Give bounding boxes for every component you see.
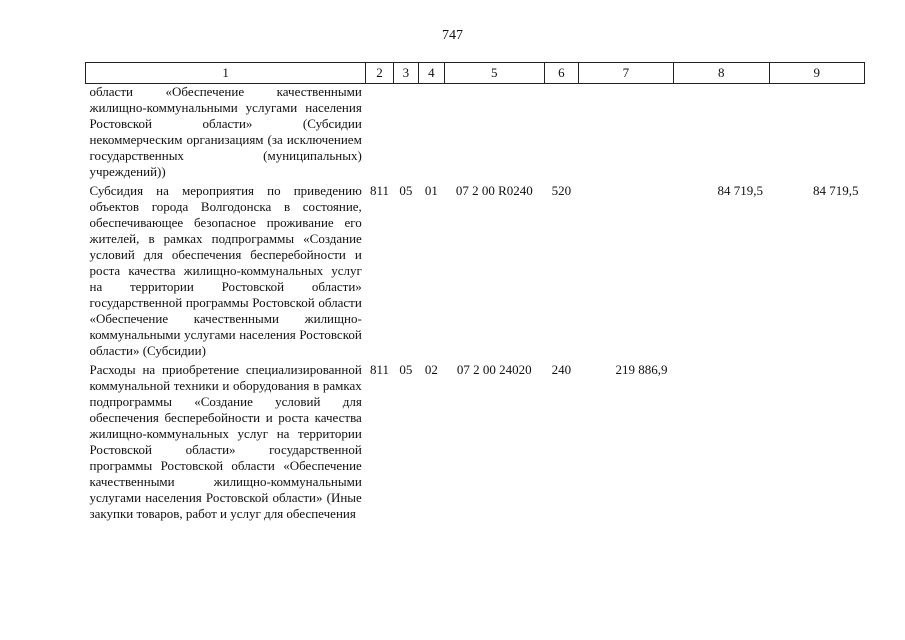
column-header-1: 1 [86, 63, 366, 84]
row-admin-code [366, 84, 393, 181]
row-amount-col7 [578, 84, 673, 181]
row-description: области «Обеспечение качественными жилищно-коммунальными услугами населения Ростовской области» (Субсидии некоммерческим организациям (за исключением государственных (муниципальных) учреждений)) [89, 84, 362, 179]
table-header-row [86, 63, 865, 84]
column-header-2: 2 [366, 63, 393, 84]
row-admin-code: 811 [370, 183, 390, 198]
row-expense-type: 520 [551, 183, 572, 198]
row-subsection: 02 [424, 362, 438, 377]
budget-table [85, 62, 865, 522]
column-header-8: 8 [674, 63, 769, 84]
row-description: Расходы на приобретение специализированной коммунальной техники и оборудования в рамках подпрограммы «Создание условий для обеспечения бесперебойности и роста качества жилищно-коммунальных услуг на территории Ростовской области» государственной программы Ростовской области «Обеспечение качественными жилищно-коммунальными услугами населения Ростовской области» (Иные закупки товаров, работ и услуг для обеспечения [89, 362, 362, 521]
table-row [86, 180, 865, 359]
row-amount-col8 [674, 359, 769, 522]
row-section: 05 [399, 362, 413, 377]
row-description: Субсидия на мероприятия по приведению объектов города Волгодонска в состояние, обеспечивающее безопасное проживание его жителей, в рамках подпрограммы «Создание условий для обеспечения бесперебойности и роста качества жилищно-коммунальных услуг на территории Ростовской области» государственной программы Ростовской области «Обеспечение качественными жилищно-коммунальными услугами населения Ростовской области» (Субсидии) [89, 183, 362, 358]
row-amount-col8: 84 719,5 [717, 183, 764, 198]
row-expense-type [545, 84, 579, 181]
table-row [86, 359, 865, 522]
row-amount-col9 [769, 359, 864, 522]
row-amount-col7: 219 886,9 [615, 362, 668, 377]
row-target-article [444, 84, 545, 181]
table-row [86, 84, 865, 181]
row-admin-code: 811 [370, 362, 390, 377]
row-target-article: 07 2 00 24020 [456, 362, 532, 377]
row-amount-col9: 84 719,5 [813, 183, 859, 198]
row-section [393, 84, 418, 181]
column-header-4: 4 [419, 63, 444, 84]
row-amount-col7 [578, 180, 673, 359]
row-section: 05 [399, 183, 413, 198]
column-header-9: 9 [769, 63, 864, 84]
column-header-6: 6 [545, 63, 579, 84]
row-target-article: 07 2 00 R0240 [455, 183, 533, 198]
budget-table-container [85, 62, 865, 522]
column-header-3: 3 [393, 63, 418, 84]
row-expense-type: 240 [551, 362, 572, 377]
page-number: 747 [442, 28, 463, 43]
row-subsection: 01 [424, 183, 438, 198]
column-header-7: 7 [578, 63, 673, 84]
row-amount-col9 [769, 84, 864, 181]
column-header-5: 5 [444, 63, 545, 84]
row-amount-col8 [674, 84, 769, 181]
row-subsection [419, 84, 444, 181]
